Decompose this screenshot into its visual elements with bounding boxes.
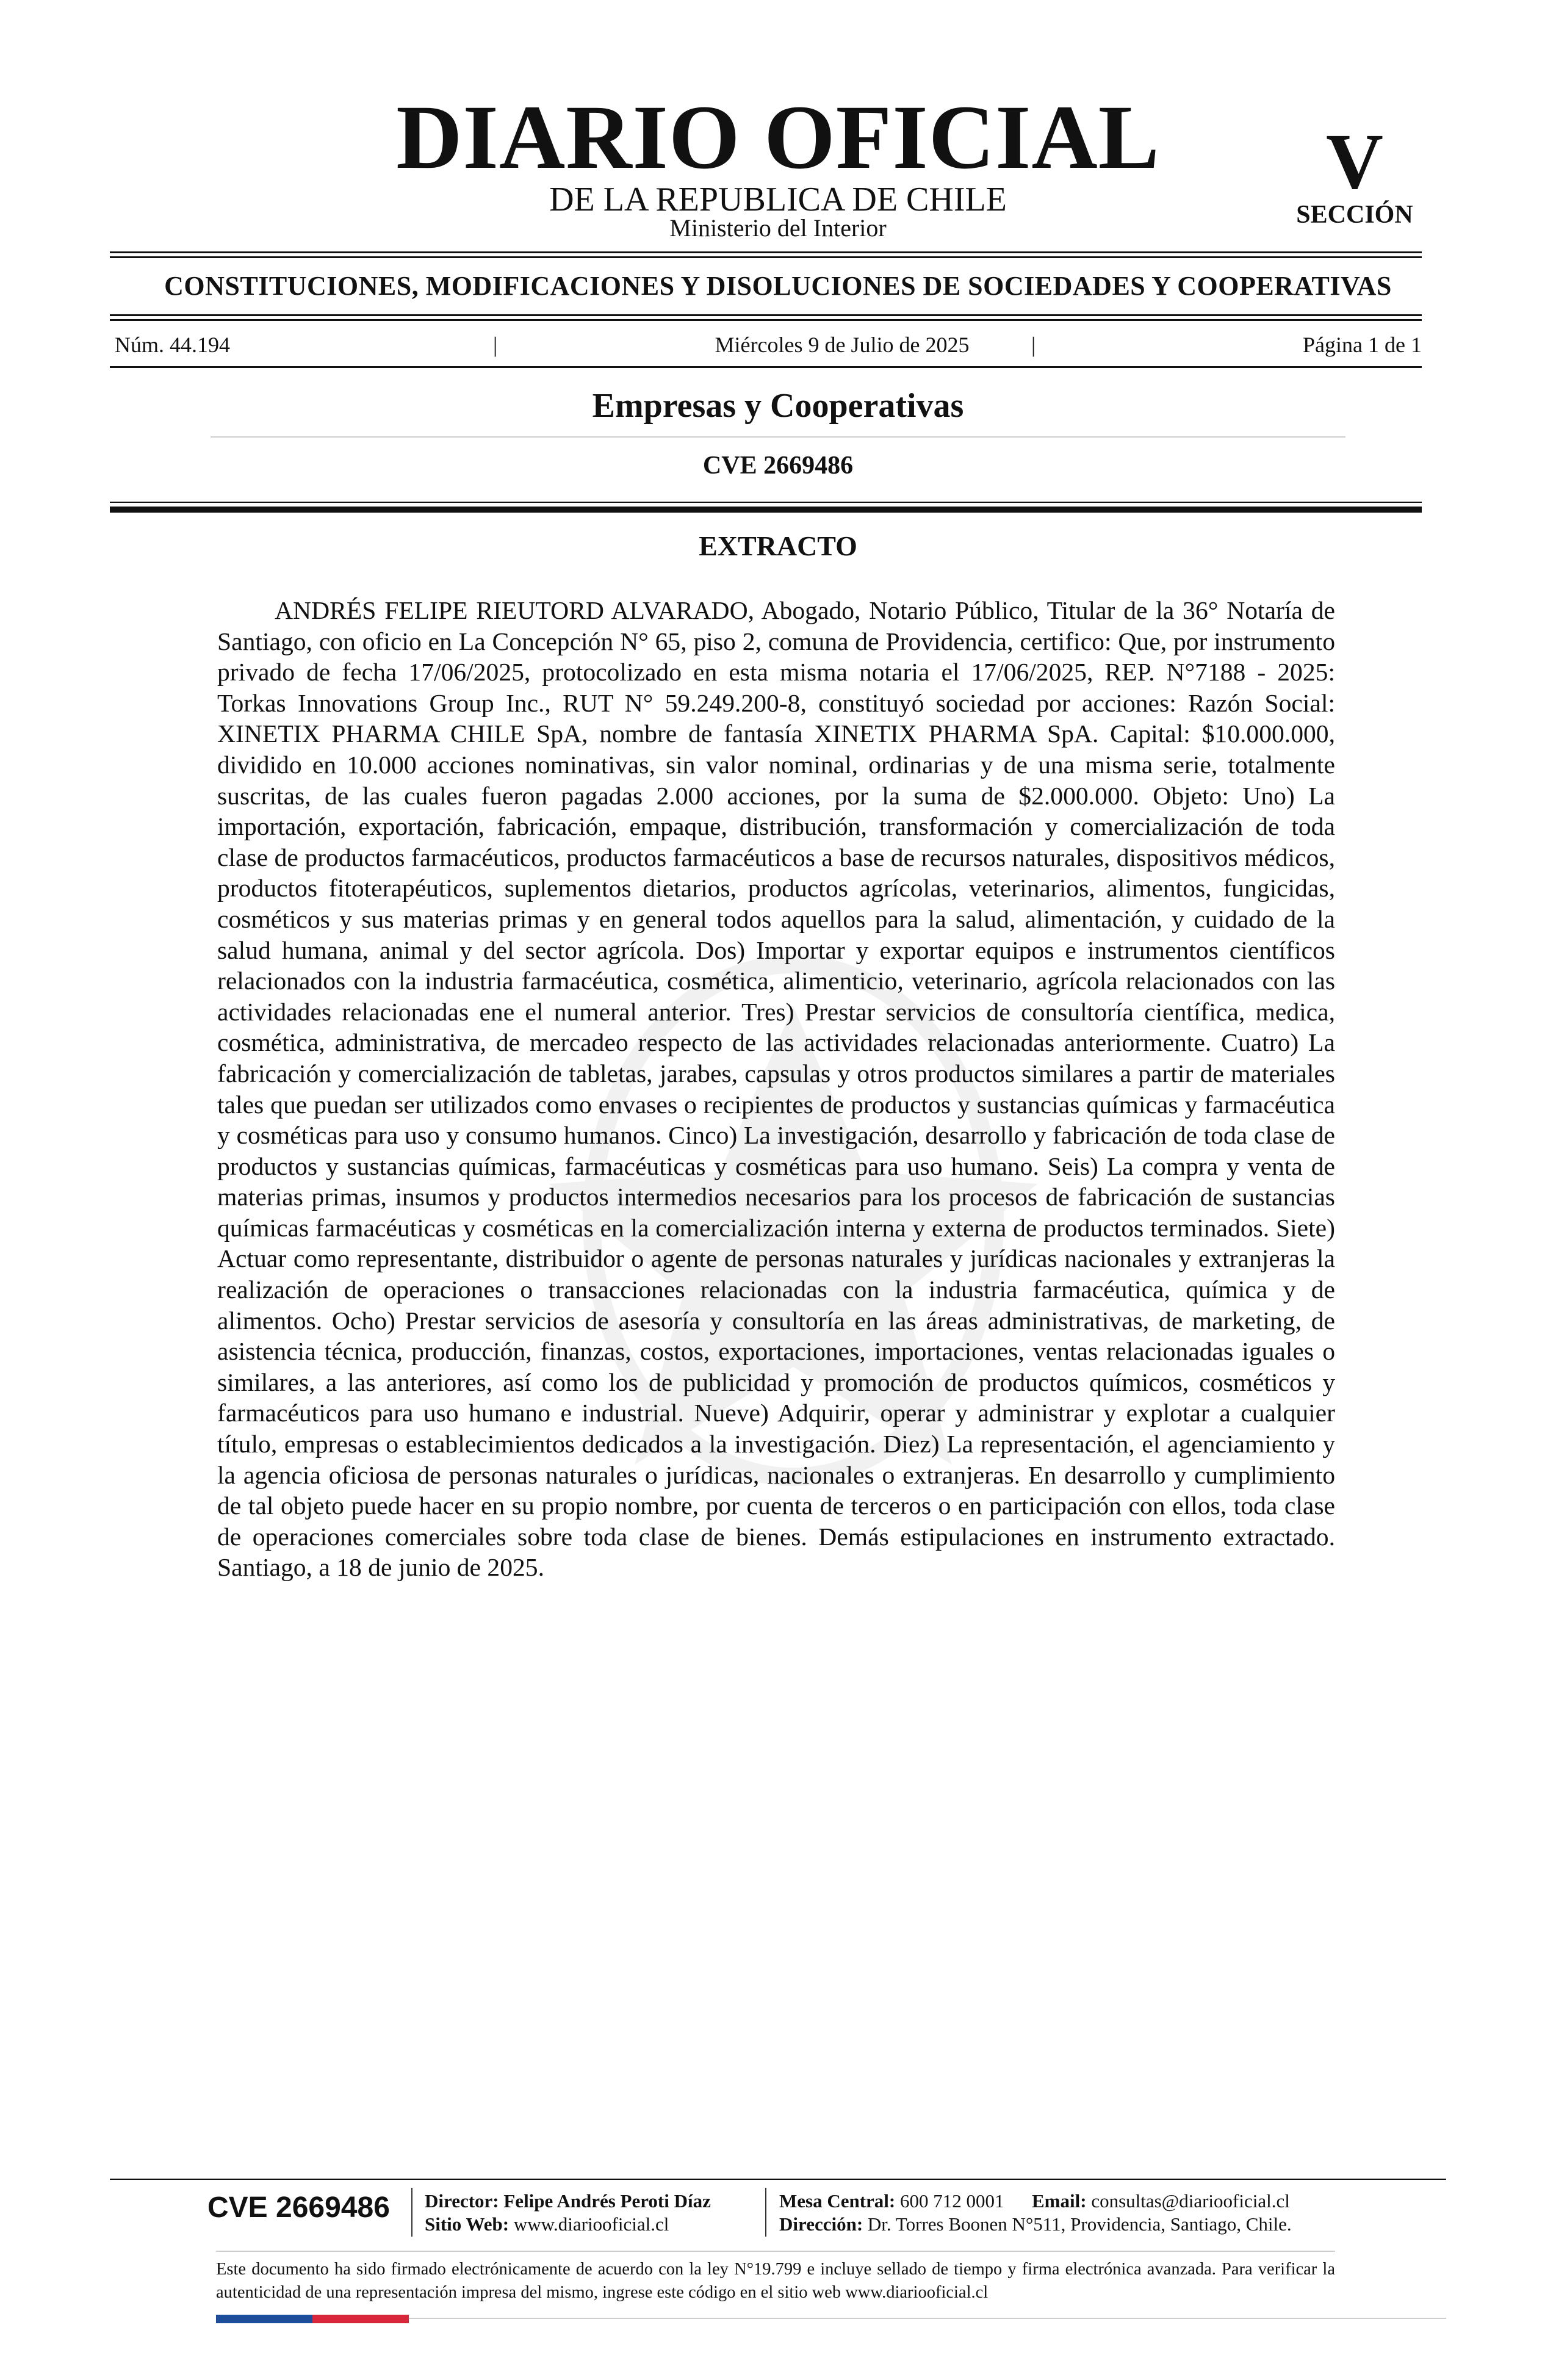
page-indicator: Página 1 de 1 [1303, 333, 1422, 357]
category-rule-top [110, 314, 1422, 316]
director-label: Director: [425, 2190, 499, 2212]
section-label: SECCIÓN [1296, 201, 1413, 229]
issue-meta-row [110, 330, 1422, 360]
document-type: Empresas y Cooperativas [592, 387, 964, 425]
phone-number: 600 712 0001 [900, 2190, 1004, 2212]
footer-divider [411, 2188, 412, 2237]
contact-line [779, 2190, 1292, 2213]
footer-cve-code: CVE 2669486 [207, 2191, 390, 2224]
masthead-rule-bottom [110, 256, 1422, 258]
director-name: Felipe Andrés Peroti Díaz [503, 2190, 711, 2212]
website-line [425, 2213, 711, 2236]
address-label: Dirección: [779, 2213, 863, 2235]
meta-separator: | [1031, 333, 1036, 357]
cve-rule-thick [110, 507, 1422, 513]
director-line [425, 2190, 711, 2213]
issue-number: Núm. 44.194 [115, 333, 230, 357]
cve-rule-top [110, 502, 1422, 503]
flag-stripe-blue [216, 2315, 312, 2323]
address-value: Dr. Torres Boonen N°511, Providencia, Santiago, Chile. [867, 2213, 1292, 2235]
extract-body: ANDRÉS FELIPE RIEUTORD ALVARADO, Abogado, Notario Público, Titular de la 36° Notaría de Santiago, con oficio en La Concepción N° 65, piso 2, comuna de Providencia, certifico: Que, por instrumento privado de fecha 17/06/2025, protocolizado en esta misma notaria el 17/06/2025, REP. N°7188 - 2025: Torkas Innovations Group Inc., RUT N° 59.249.200-8, constituyó sociedad por acciones: Razón Social: XINETIX PHARMA CHILE SpA, nombre de fantasía XINETIX PHARMA SpA. Capital: $10.000.000, dividido en 10.000 acciones nominativas, sin valor nominal, ordinarias y de una misma serie, totalmente suscritas, de las cuales fueron pagadas 2.000 acciones, por la suma de $2.000.000. Objeto: Uno) La importación, exportación, fabricación, empaque, distribución, transformación y comercialización de toda clase de productos farmacéuticos, productos farmacéuticos a base de recursos naturales, dispositivos médicos, productos fitoterapéuticos, suplementos dietarios, productos agrícolas, veterinarios, alimentos, fungicidas, cosméticos y sus materias primas y en general todos aquellos para la salud, alimentación, y cuidado de la salud humana, animal y del sector agrícola. Dos) Importar y exportar equipos e instrumentos científicos relacionados con la industria farmacéutica, cosmética, alimenticio, veterinario, agrícola relacionados con las actividades relacionadas ene el numeral anterior. Tres) Prestar servicios de consultoría científica, medica, cosmética, administrativa, de mercadeo respecto de las actividades relacionadas anteriormente. Cuatro) La fabricación y comercialización de tabletas, jarabes, capsulas y otros productos similares a partir de materiales tales que puedan ser utilizados como envases o recipientes de productos y sustancias químicas y farmacéutica y cosméticas para uso y consumo humanos. Cinco) La investigación, desarrollo y fabricación de toda clase de productos y sustancias químicas, farmacéuticas y cosméticas para uso humano. Seis) La compra y venta de materias primas, insumos y productos intermedios necesarios para los procesos de fabricación de sustancias químicas farmacéuticas y cosméticas en la comercialización interna y externa de productos terminados. Siete) Actuar como representante, distribuidor o agente de personas naturales y jurídicas nacionales y extranjeras la realización de operaciones o transacciones relacionadas con la industria farmacéutica, química y de alimentos. Ocho) Prestar servicios de asesoría y consultoría en las áreas administrativas, de marketing, de asistencia técnica, producción, finanzas, costos, exportaciones, importaciones, ventas relacionadas iguales o similares, a las anteriores, así como los de publicidad y promoción de productos químicos, cosméticos y farmacéuticos para uso humano e industrial. Nueve) Adquirir, operar y administrar y explotar a cualquier título, empresas o establecimientos dedicados a la investigación. Diez) La representación, el agenciamiento y la agencia oficiosa de personas naturales o jurídicas, nacionales o extranjeras. En desarrollo y cumplimiento de tal objeto puede hacer en su propio nombre, por cuenta de terceros o en participación con ellos, toda clase de operaciones comerciales sobre toda clase de bienes. Demás estipulaciones en instrumento extractado. Santiago, a 18 de junio de 2025. [217, 596, 1335, 1582]
footer-legal-rule [216, 2251, 1335, 2252]
flag-stripe-red [312, 2315, 409, 2323]
footer-bottom-rule [409, 2318, 1446, 2319]
masthead-rule-top [110, 251, 1422, 253]
website-link[interactable]: www.diariooficial.cl [513, 2213, 669, 2235]
newspaper-title: DIARIO OFICIAL [396, 87, 1160, 188]
meta-rule [110, 366, 1422, 368]
newspaper-subtitle: DE LA REPUBLICA DE CHILE [549, 181, 1007, 218]
footer-divider [765, 2188, 766, 2237]
footer-director-block [425, 2190, 711, 2236]
phone-label: Mesa Central: [779, 2190, 896, 2212]
email-label: Email: [1032, 2190, 1087, 2212]
footer-contact-block [779, 2190, 1292, 2236]
electronic-signature-notice: Este documento ha sido firmado electrónicamente de acuerdo con la ley N°19.799 e incluye sellado de tiempo y firma electrónica avanzada. Para verificar la autenticidad de una representación impresa del mismo, ingrese este código en el sitio web www.diariooficial.cl [216, 2260, 1335, 2302]
address-line [779, 2213, 1292, 2236]
publication-category: CONSTITUCIONES, MODIFICACIONES Y DISOLUCIONES DE SOCIEDADES Y COOPERATIVAS [164, 271, 1392, 301]
section-letter: V [1326, 118, 1383, 206]
issue-date: Miércoles 9 de Julio de 2025 [715, 333, 970, 357]
extract-heading: EXTRACTO [699, 530, 857, 561]
website-label: Sitio Web: [425, 2213, 510, 2235]
meta-separator: | [493, 333, 498, 357]
ministry-name: Ministerio del Interior [669, 214, 887, 242]
email-link[interactable]: consultas@diariooficial.cl [1091, 2190, 1290, 2212]
category-rule-bottom [110, 319, 1422, 321]
cve-code: CVE 2669486 [702, 452, 854, 480]
doc-type-rule [211, 436, 1345, 438]
footer-rule-top [110, 2179, 1446, 2180]
